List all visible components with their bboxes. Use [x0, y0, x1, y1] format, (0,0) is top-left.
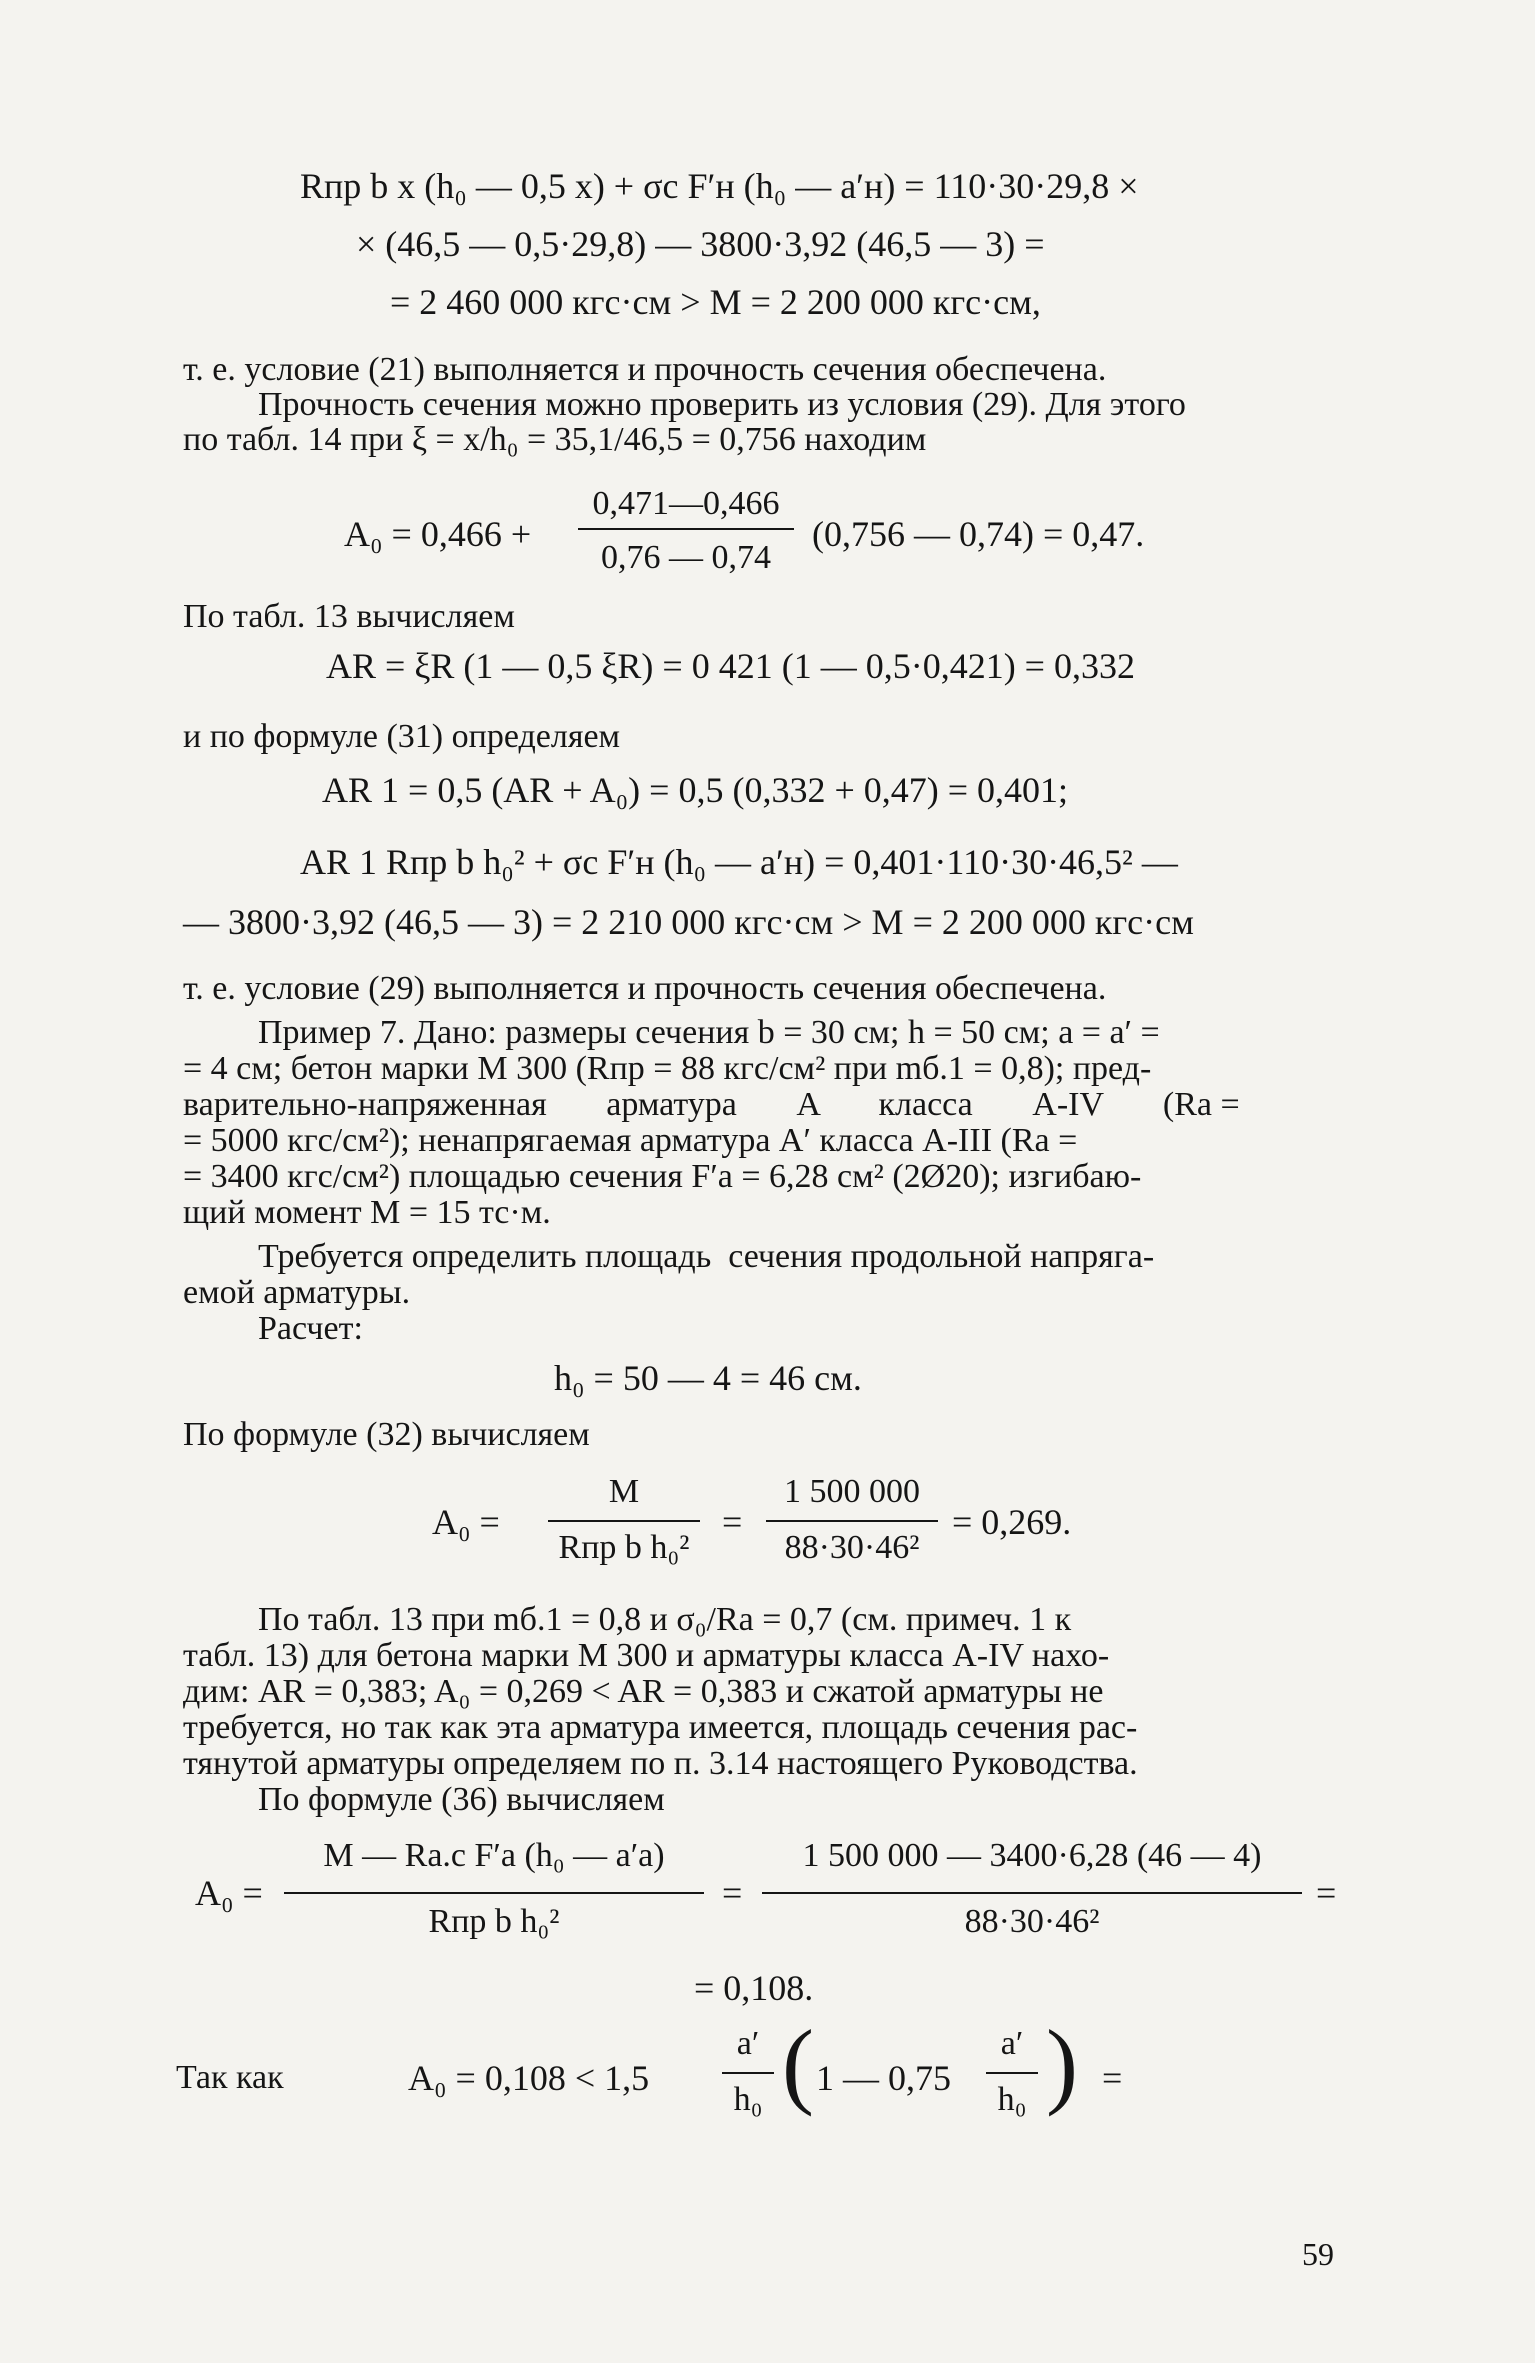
paragraph-line: дим: AR = 0,383; A₀ = 0,269 < AR = 0,383 и сжатой арматуры не: [183, 1673, 1104, 1710]
paragraph-line: По табл. 13 вычисляем: [183, 598, 515, 635]
paragraph-line: тянутой арматуры определяем по п. 3.14 настоящего Руководства.: [183, 1745, 1138, 1782]
paragraph-lead: Так как: [176, 2059, 284, 2096]
equation-line: — 3800·3,92 (46,5 — 3) = 2 210 000 кгс·см > M = 2 200 000 кгс·см: [183, 902, 1194, 942]
paragraph-line: т. е. условие (21) выполняется и прочность сечения обеспечена.: [183, 351, 1107, 388]
paragraph-line: т. е. условие (29) выполняется и прочность сечения обеспечена.: [183, 970, 1107, 1007]
equation-lhs: A₀ = 0,466 +: [344, 514, 532, 554]
fraction-numerator: a′: [736, 2025, 760, 2062]
paragraph-line: требуется, но так как эта арматура имеется, площадь сечения рас-: [183, 1709, 1138, 1746]
paragraph-line: = 3400 кгс/см²) площадью сечения F′а = 6,28 см² (2Ø20); изгибаю-: [183, 1158, 1142, 1195]
fraction-bar: [548, 1520, 700, 1522]
open-paren: (: [782, 2010, 814, 2117]
paragraph-line: = 5000 кгс/см²); ненапрягаемая арматура A′ класса A-III (Rа =: [183, 1122, 1078, 1159]
equation-middle: 1 — 0,75: [816, 2058, 951, 2098]
equation-line: = 2 460 000 кгс·см > M = 2 200 000 кгс·см,: [390, 282, 1041, 322]
fraction-denominator: 0,76 — 0,74: [601, 539, 771, 576]
fraction-denominator: h₀: [997, 2081, 1027, 2118]
fraction-denominator: h₀: [733, 2081, 763, 2118]
equation-rhs: (0,756 — 0,74) = 0,47.: [812, 514, 1145, 554]
equation-line: Rпр b x (h₀ — 0,5 x) + σс F′н (h₀ — a′н) = 110·30·29,8 ×: [300, 166, 1139, 206]
fraction-numerator: 1 500 000 — 3400·6,28 (46 — 4): [802, 1837, 1262, 1874]
equation-line: h₀ = 50 — 4 = 46 см.: [554, 1358, 862, 1398]
fraction-denominator: 88·30·46²: [964, 1903, 1100, 1940]
fraction-bar: [762, 1892, 1302, 1894]
equation-line: × (46,5 — 0,5·29,8) — 3800·3,92 (46,5 — 3) =: [356, 224, 1045, 264]
equals-sign: =: [722, 1502, 743, 1542]
section-label: Расчет:: [258, 1310, 363, 1347]
fraction-numerator: a′: [1000, 2025, 1024, 2062]
paragraph-line: По формуле (32) вычисляем: [183, 1416, 590, 1453]
fraction-denominator: Rпр b h₀²: [558, 1529, 690, 1566]
close-paren: ): [1046, 2010, 1078, 2117]
equation-lhs: A₀ = 0,108 < 1,5: [408, 2058, 650, 2098]
fraction-bar: [986, 2072, 1038, 2074]
fraction-bar: [284, 1892, 704, 1894]
example-heading-line: Пример 7. Дано: размеры сечения b = 30 см; h = 50 см; a = a′ =: [258, 1014, 1160, 1051]
equation-line: AR = ξR (1 — 0,5 ξR) = 0 421 (1 — 0,5·0,421) = 0,332: [326, 646, 1135, 686]
paragraph-line: = 4 см; бетон марки М 300 (Rпр = 88 кгс/см² при mб.1 = 0,8); пред-: [183, 1050, 1152, 1087]
paragraph-line: табл. 13) для бетона марки М 300 и арматуры класса A-IV нахо-: [183, 1637, 1110, 1674]
equation-result: = 0,108.: [694, 1968, 814, 2008]
page-number: 59: [1302, 2236, 1334, 2272]
paragraph-line: Требуется определить площадь сечения продольной напряга-: [258, 1238, 1155, 1275]
paragraph-line: емой арматуры.: [183, 1274, 411, 1311]
equation-lhs: A₀ =: [195, 1873, 263, 1913]
fraction-denominator: 88·30·46²: [784, 1529, 920, 1566]
paragraph-line: варительно-напряженная арматура A класса A-IV (Rа =: [183, 1086, 1240, 1123]
paragraph-line: По формуле (36) вычисляем: [258, 1781, 665, 1818]
fraction-denominator: Rпр b h₀²: [428, 1903, 560, 1940]
fraction-bar: [578, 528, 794, 530]
paragraph-line: по табл. 14 при ξ = x/h₀ = 35,1/46,5 = 0,756 находим: [183, 421, 927, 458]
paragraph-line: щий момент M = 15 тс·м.: [183, 1194, 551, 1231]
fraction-bar: [722, 2072, 774, 2074]
fraction-numerator: M — Rа.с F′а (h₀ — a′а): [323, 1837, 665, 1874]
equals-sign: =: [1102, 2058, 1123, 2098]
equals-sign: =: [722, 1873, 743, 1913]
equation-lhs: A₀ =: [432, 1502, 500, 1542]
paragraph-line: По табл. 13 при mб.1 = 0,8 и σ₀/Rа = 0,7 (см. примеч. 1 к: [258, 1601, 1072, 1638]
equation-line: AR 1 Rпр b h₀² + σс F′н (h₀ — a′н) = 0,401·110·30·46,5² —: [300, 842, 1178, 882]
equals-sign: =: [1316, 1873, 1337, 1913]
fraction-bar: [766, 1520, 938, 1522]
equation-rhs: = 0,269.: [952, 1502, 1072, 1542]
equation-line: AR 1 = 0,5 (AR + A₀) = 0,5 (0,332 + 0,47) = 0,401;: [322, 770, 1069, 810]
paragraph-line: Прочность сечения можно проверить из условия (29). Для этого: [258, 386, 1186, 423]
fraction-numerator: M: [608, 1473, 640, 1510]
paragraph-line: и по формуле (31) определяем: [183, 718, 621, 755]
fraction-numerator: 0,471—0,466: [592, 485, 780, 522]
fraction-numerator: 1 500 000: [784, 1473, 920, 1510]
